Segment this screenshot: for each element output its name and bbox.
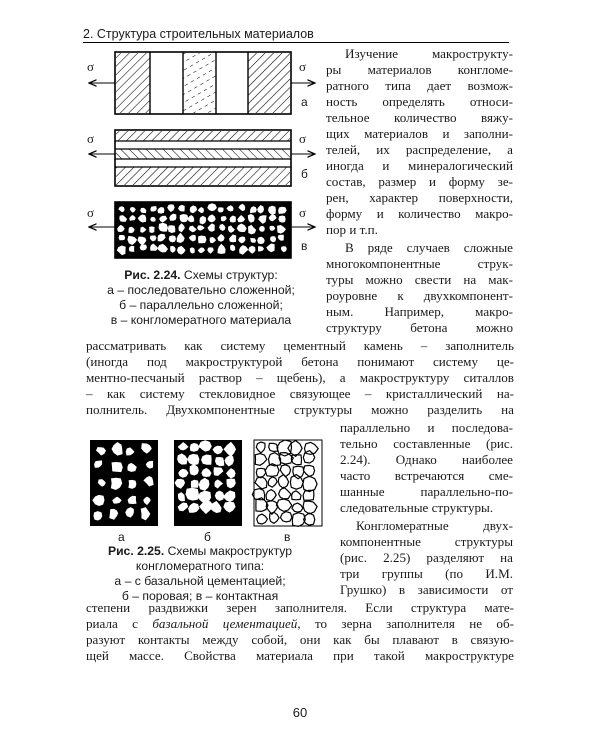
header-rule	[83, 42, 509, 43]
text-line: (рис. 2.25) разделяют на	[340, 550, 513, 565]
figure-2-24-caption	[85, 268, 317, 328]
figure-2-25	[88, 438, 324, 544]
scheme-a	[89, 52, 315, 114]
caption-line: а – с базальной цементацией;	[114, 574, 286, 588]
text-line: В ряде случаев сложные	[345, 240, 513, 255]
text-line: иногда и минералогический	[326, 158, 513, 173]
text-line: степени раздвижки зерен заполнителя. Если структура мате-	[86, 600, 514, 615]
text-line: многокомпонентные струк-	[326, 256, 513, 271]
text-line: шанные параллельно-по-	[340, 484, 513, 499]
text-line: тельно составленные (рис.	[340, 436, 513, 451]
caption-line: б – поровая; в – контактная	[121, 589, 279, 603]
label-fig25-b: б	[204, 530, 211, 544]
sigma-label-b-right: σ	[299, 131, 307, 146]
text-line: пор и т.п.	[326, 222, 378, 237]
text-line: ментно-песчаный раствор – щебень), а макроструктуру ситаллов	[86, 370, 514, 385]
text-line: ратного типа дает возмож-	[326, 78, 513, 93]
text-line: ным. Например, макро-	[326, 304, 513, 319]
text-line: Грушко) в зависимости от	[340, 582, 513, 597]
aggregate-grain	[112, 462, 123, 472]
text-line: разуют контакты между собой, они как бы плавают в связую-	[86, 632, 514, 647]
aggregate-grain	[159, 223, 168, 232]
aggregate-grain	[169, 235, 176, 242]
text-line: – как систему стекловидное связующее – кристаллический на-	[86, 386, 514, 401]
scheme-c	[89, 202, 315, 258]
label-c: в	[301, 239, 308, 253]
text-line: туры можно свести на мак-	[326, 272, 513, 287]
text-line: Изучение макрострукту-	[345, 46, 513, 61]
aggregate-grain	[149, 226, 154, 233]
text-line: компонентные структуры	[340, 534, 513, 549]
aggregate-grain	[191, 480, 199, 488]
text-line: полнитель. Двухкомпонентные структуры можно разделить на	[86, 402, 514, 417]
text-line: тельное количество вяжу-	[326, 110, 513, 125]
text-line: Конгломератные двух-	[356, 518, 513, 533]
text-line: часто встречаются сме-	[340, 468, 513, 483]
text-line: (иногда под макроструктурой бетона понимают систему це-	[86, 354, 514, 369]
text-line: три группы (по И.М.	[340, 566, 513, 581]
label-b: б	[301, 167, 308, 181]
page-number: 60	[292, 705, 308, 720]
text-line: щей массе. Свойства материала при такой макроструктуре	[86, 648, 514, 663]
text-line: структуру бетона можно	[326, 320, 513, 335]
text-line: телей, их распределение, а	[326, 142, 513, 157]
caption-title: Рис. 2.25.	[107, 544, 165, 558]
figure-2-25-drawing	[88, 438, 324, 530]
aggregate-grain	[186, 488, 199, 501]
label-fig25-a: а	[118, 530, 125, 544]
text-line: форму и количество макро-	[326, 206, 513, 221]
text-line: рен, характер поверхности,	[326, 190, 513, 205]
caption-title-rest: Схемы макроструктур	[164, 544, 293, 558]
text-line: следовательные структуры.	[340, 500, 494, 515]
caption-line: в – конгломератного материала	[110, 313, 292, 327]
aggregate-grain	[168, 225, 175, 233]
emphasis-term: базальной цементацией	[152, 616, 298, 631]
text-line: параллельно и последова-	[340, 420, 513, 435]
text-line: состав, размер и форму зе-	[326, 174, 513, 189]
sigma-label-b-left: σ	[87, 131, 95, 146]
caption-line: б – параллельно сложенной;	[119, 298, 283, 312]
sigma-label-a-left: σ	[87, 59, 95, 74]
label-fig25-c: в	[284, 530, 291, 544]
text-line: ность определять относи-	[326, 94, 513, 109]
aggregate-grain	[201, 455, 212, 465]
text-line: рассматривать как систему цементный камень – заполнитель	[86, 338, 514, 353]
label-a: а	[301, 95, 308, 109]
text-line: роуровне к двухкомпонент-	[326, 288, 513, 303]
aggregate-grain	[278, 216, 285, 223]
aggregate-grain	[198, 236, 206, 244]
text-line: ры материалов конгломе-	[326, 62, 513, 77]
figure-2-25-caption	[84, 544, 316, 604]
caption-line: а – последовательно сложенной;	[107, 283, 295, 297]
aggregate-grain	[119, 235, 126, 240]
caption-title-rest: Схемы структур:	[180, 268, 278, 282]
caption-title: Рис. 2.24.	[124, 268, 181, 282]
sigma-label-c-right: σ	[299, 205, 307, 220]
text-fragment: , то зерна заполнителя не об-	[297, 616, 514, 631]
sigma-label-c-left: σ	[87, 205, 95, 220]
text-line: щих материалов и заполни-	[326, 126, 513, 141]
running-header: 2. Структура строительных материалов	[83, 27, 314, 41]
figure-2-24	[85, 46, 317, 262]
sigma-label-a-right: σ	[299, 59, 307, 74]
text-line-with-emphasis	[86, 616, 514, 632]
text-line: 2.24). Однако наиболее	[340, 452, 513, 467]
scheme-b	[89, 130, 315, 186]
text-fragment: риала с	[86, 616, 153, 631]
caption-line: конгломератного типа:	[135, 559, 265, 573]
figure-2-24-drawing	[85, 46, 317, 262]
